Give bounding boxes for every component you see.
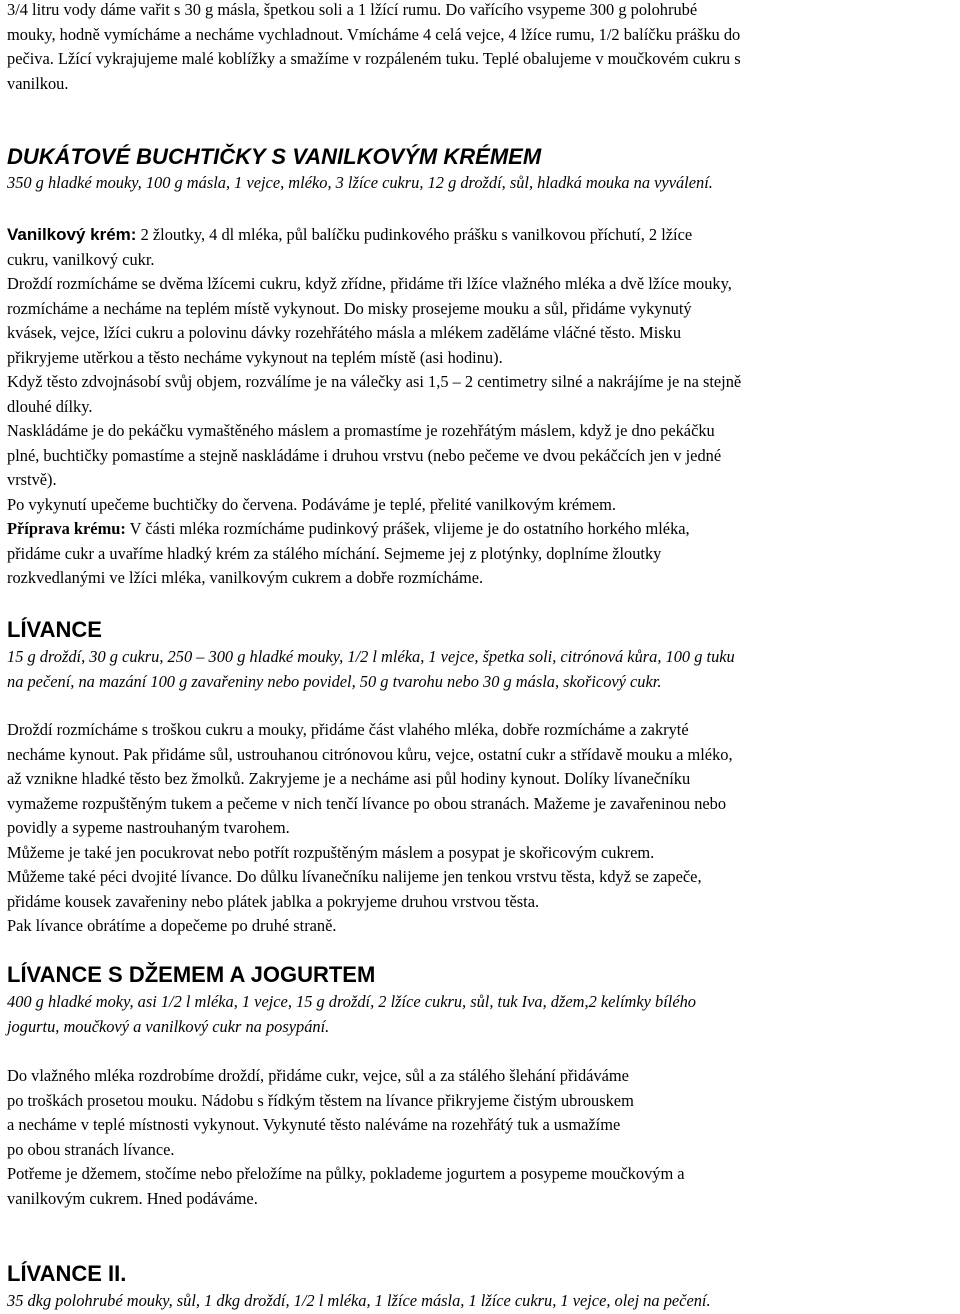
step-line: přikryjeme utěrkou a těsto necháme vykynout na teplém místě (asi hodinu).	[7, 347, 503, 367]
step-line: vanilkovým cukrem. Hned podáváme.	[7, 1188, 258, 1208]
recipe-livance	[7, 617, 959, 643]
ingredients-line: na pečení, na mazání 100 g zavařeniny nebo povidel, 50 g tvarohu nebo 30 g másla, skořicový cukr.	[7, 671, 662, 691]
step-line: vymažeme rozpuštěným tukem a pečeme v nich tenčí lívance po obou stranách. Mažeme je zavařeninou nebo	[7, 793, 727, 813]
step-line: necháme kynout. Pak přidáme sůl, ustrouhanou citrónovou kůru, vejce, ostatní cukr a střídavě mouku a mléko,	[7, 744, 733, 764]
livance-dzem-body	[7, 1064, 959, 1211]
step-line: Pak lívance obrátíme a dopečeme po druhé straně.	[7, 916, 337, 935]
recipe-title: LÍVANCE II.	[7, 1261, 127, 1286]
cream-line	[7, 223, 959, 248]
recipe-livance-2	[7, 1261, 959, 1287]
recipe-dukatove	[7, 144, 959, 170]
ingredients-line: 35 dkg polohrubé mouky, sůl, 1 dkg droždí, 1/2 l mléka, 1 lžíce másla, 1 lžíce cukru, 1 vejce, olej na pečení.	[7, 1291, 711, 1310]
ingredients-line: jogurtu, moučkový a vanilkový cukr na posypání.	[7, 1016, 330, 1036]
step-line: Po vykynutí upečeme buchtičky do červena. Podáváme je teplé, přelité vanilkovým krémem.	[7, 494, 616, 514]
step-line: Můžeme je také jen pocukrovat nebo potřít rozpuštěným máslem a posypat je skořicovým cukrem.	[7, 842, 655, 862]
cream-line: cukru, vanilkový cukr.	[7, 249, 155, 269]
step-line: a necháme v teplé místnosti vykynout. Vykynuté těsto naléváme na rozehřátý tuk a usmažíme	[7, 1115, 621, 1134]
ingredients-line: 350 g hladké mouky, 100 g másla, 1 vejce, mléko, 3 lžíce cukru, 12 g droždí, sůl, hladká mouka na vyválení.	[7, 173, 713, 192]
livance-dzem-ingredients	[7, 990, 959, 1039]
recipe-title: LÍVANCE S DŽEMEM A JOGURTEM	[7, 962, 376, 987]
recipe-title: LÍVANCE	[7, 617, 102, 642]
intro-paragraph	[7, 0, 959, 96]
step-line: Naskládáme je do pekáčku vymaštěného máslem a promastíme je rozehřátým máslem, když je dno pekáčku	[7, 421, 715, 440]
recipe-livance-dzem	[7, 962, 959, 988]
recipe-title: DUKÁTOVÉ BUCHTIČKY S VANILKOVÝM KRÉMEM	[7, 144, 542, 169]
dukatove-ingredients	[7, 171, 959, 196]
step-line: po troškách prosetou mouku. Nádobu s řídkým těstem na lívance přikryjeme čistým ubrouskem	[7, 1090, 634, 1110]
step-line: povidly a sypeme nastrouhaným tvarohem.	[7, 818, 290, 837]
prep-line: přidáme cukr a uvaříme hladký krém za stálého míchání. Sejmeme jej z plotýnky, doplníme žloutky	[7, 543, 662, 563]
livance-ingredients	[7, 645, 959, 694]
prep-text: V části mléka rozmícháme pudinkový prášek, vlijeme je do ostatního horkého mléka,	[125, 519, 690, 538]
intro-line: 3/4 litru vody dáme vařit s 30 g másla, špetkou soli a 1 lžící rumu. Do vařícího vsypeme 300 g polohrubé	[7, 0, 698, 19]
ingredients-line: 400 g hladké moky, asi 1/2 l mléka, 1 vejce, 15 g droždí, 2 lžíce cukru, sůl, tuk Iva, džem,2 kelímky bílého	[7, 992, 696, 1011]
prep-label: Příprava krému:	[7, 519, 126, 538]
step-line: vrstvě).	[7, 470, 57, 489]
cream-text: 2 žloutky, 4 dl mléka, půl balíčku pudinkového prášku s vanilkovou příchutí, 2 lžíce	[136, 225, 693, 244]
step-line: až vznikne hladké těsto bez žmolků. Zakryjeme je a necháme asi půl hodiny kynout. Dolíky lívanečníku	[7, 769, 691, 788]
cream-label: Vanilkový krém:	[7, 225, 137, 244]
step-line: rozmícháme a necháme na teplém místě vykynout. Do misky prosejeme mouku a sůl, přidáme vykynutý	[7, 298, 692, 318]
prep-line	[7, 517, 959, 542]
step-line: dlouhé dílky.	[7, 396, 93, 416]
dukatove-body	[7, 223, 959, 591]
step-line: plné, buchtičky pomastíme a stejně naskládáme i druhou vrstvu (nebo pečeme ve dvou pekáčcích jen v jedné	[7, 445, 722, 465]
prep-line: rozkvedlanými ve lžíci mléka, vanilkovým cukrem a dobře rozmícháme.	[7, 568, 484, 587]
step-line: Potřeme je džemem, stočíme nebo přeložíme na půlky, poklademe jogurtem a posypeme moučkovým a	[7, 1164, 685, 1183]
intro-line: vanilkou.	[7, 73, 69, 93]
step-line: Droždí rozmícháme s troškou cukru a mouky, přidáme část vlahého mléka, dobře rozmícháme a zakryté	[7, 720, 689, 739]
intro-line: pečiva. Lžící vykrajujeme malé koblížky a smažíme v rozpáleném tuku. Teplé obalujeme v moučkovém cukru s	[7, 49, 741, 68]
livance-body	[7, 718, 959, 939]
step-line: Droždí rozmícháme se dvěma lžícemi cukru, když zřídne, přidáme tři lžíce vlažného mléka a dvě lžíce mouky,	[7, 274, 732, 293]
step-line: po obou stranách lívance.	[7, 1139, 175, 1159]
livance-2-ingredients	[7, 1289, 959, 1314]
step-line: kvásek, vejce, lžíci cukru a polovinu dávky rozehřátého másla a mlékem zaděláme vláčné těsto. Misku	[7, 323, 682, 342]
ingredients-line: 15 g droždí, 30 g cukru, 250 – 300 g hladké mouky, 1/2 l mléka, 1 vejce, špetka soli, citrónová kůra, 100 g tuku	[7, 647, 735, 666]
step-line: Do vlažného mléka rozdrobíme droždí, přidáme cukr, vejce, sůl a za stálého šlehání přidáváme	[7, 1066, 629, 1085]
step-line: Když těsto zdvojnásobí svůj objem, rozválíme je na válečky asi 1,5 – 2 centimetry silné a nakrájíme je na stejně	[7, 372, 742, 391]
intro-line: mouky, hodně vymícháme a necháme vychladnout. Vmícháme 4 celá vejce, 4 lžíce rumu, 1/2 balíčku prášku do	[7, 24, 741, 44]
step-line: Můžeme také péci dvojité lívance. Do důlku lívanečníku nalijeme jen tenkou vrstvu těsta, když se zapeče,	[7, 867, 702, 886]
step-line: přidáme kousek zavařeniny nebo plátek jablka a pokryjeme druhou vrstvou těsta.	[7, 891, 540, 911]
